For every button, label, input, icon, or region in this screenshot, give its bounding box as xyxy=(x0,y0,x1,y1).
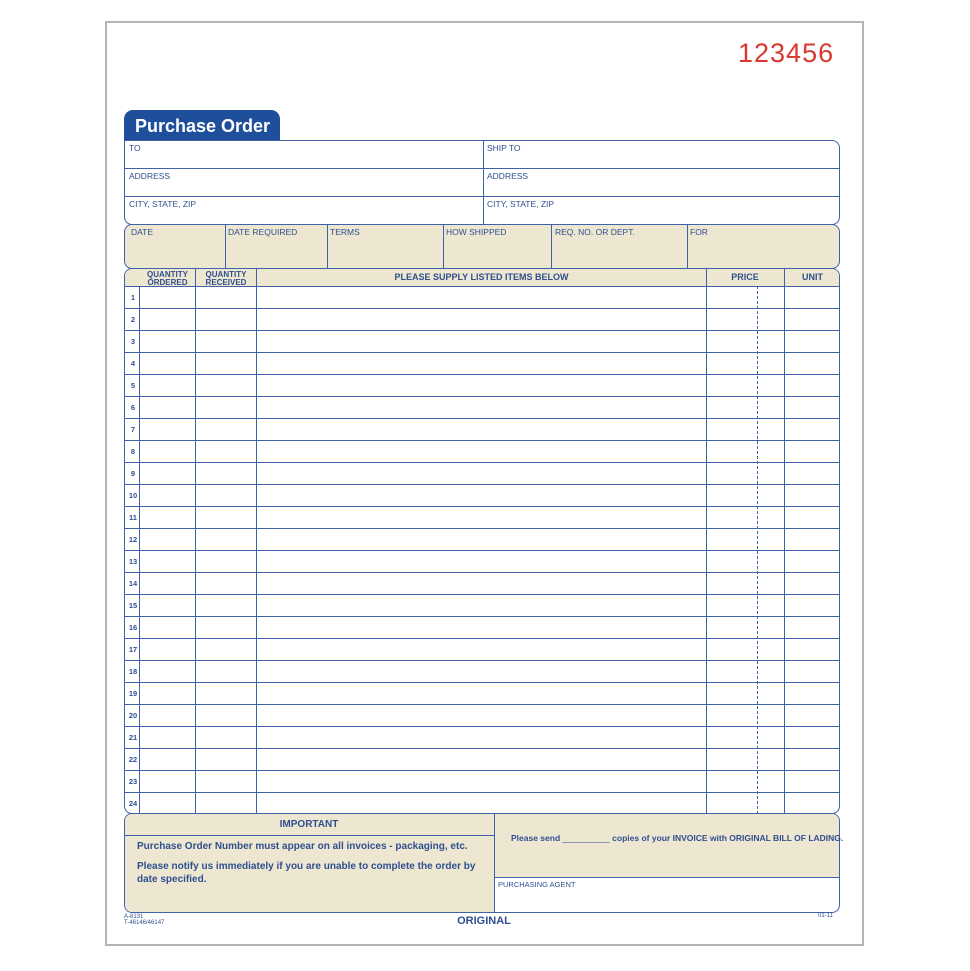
important-line-2: Please notify us immediately if you are unable to complete the order by date specified. xyxy=(137,861,476,885)
row-number: 2 xyxy=(130,315,136,324)
invoice-copies-blank[interactable]: __________ xyxy=(562,833,610,843)
row-number: 10 xyxy=(128,491,138,500)
quantity-received-header: QUANTITY RECEIVED xyxy=(205,270,247,287)
table-row[interactable] xyxy=(124,506,840,528)
table-row[interactable] xyxy=(124,374,840,396)
req-no-dept-field[interactable]: REQ. NO. OR DEPT. xyxy=(555,227,635,237)
table-row[interactable] xyxy=(124,308,840,330)
row-number: 7 xyxy=(130,425,136,434)
row-number: 14 xyxy=(128,579,138,588)
row-number: 24 xyxy=(128,799,138,808)
table-row[interactable] xyxy=(124,616,840,638)
table-row[interactable] xyxy=(124,638,840,660)
row-number: 1 xyxy=(130,293,136,302)
table-row[interactable] xyxy=(124,352,840,374)
form-code: A-8131 xyxy=(124,914,144,920)
row-number: 21 xyxy=(128,733,138,742)
info-divider xyxy=(687,224,688,269)
row-number: 23 xyxy=(128,777,138,786)
row-number: 12 xyxy=(128,535,138,544)
address-rule-2 xyxy=(124,196,840,197)
to-field[interactable]: TO xyxy=(129,143,141,153)
ship-city-state-zip-field[interactable]: CITY, STATE, ZIP xyxy=(487,199,555,209)
table-row[interactable] xyxy=(124,594,840,616)
row-number: 15 xyxy=(128,601,138,610)
address-field[interactable]: ADDRESS xyxy=(129,171,171,181)
row-number: 3 xyxy=(130,337,136,346)
table-row[interactable] xyxy=(124,418,840,440)
ship-address-field[interactable]: ADDRESS xyxy=(487,171,529,181)
row-number: 6 xyxy=(130,403,136,412)
table-row[interactable] xyxy=(124,484,840,506)
row-number: 18 xyxy=(128,667,138,676)
invoice-note xyxy=(511,833,844,843)
row-number: 8 xyxy=(130,447,136,456)
important-heading: IMPORTANT xyxy=(279,819,339,830)
agent-rule xyxy=(494,877,840,878)
info-divider xyxy=(327,224,328,269)
info-divider xyxy=(443,224,444,269)
address-divider xyxy=(483,140,484,225)
table-row[interactable] xyxy=(124,440,840,462)
table-row[interactable] xyxy=(124,462,840,484)
address-rule-1 xyxy=(124,168,840,169)
date-field[interactable]: DATE xyxy=(131,227,154,237)
table-row[interactable] xyxy=(124,748,840,770)
serial-number: 123456 xyxy=(738,38,835,68)
row-number: 20 xyxy=(128,711,138,720)
date-required-field[interactable]: DATE REQUIRED xyxy=(228,227,298,237)
table-row[interactable] xyxy=(124,660,840,682)
bottom-divider xyxy=(494,813,495,913)
row-number: 9 xyxy=(130,469,136,478)
row-number: 4 xyxy=(130,359,136,368)
row-number: 16 xyxy=(128,623,138,632)
row-number: 19 xyxy=(128,689,138,698)
row-number: 13 xyxy=(128,557,138,566)
important-rule xyxy=(124,835,494,836)
city-state-zip-field[interactable]: CITY, STATE, ZIP xyxy=(129,199,197,209)
table-row[interactable] xyxy=(124,528,840,550)
table-row[interactable] xyxy=(124,770,840,792)
table-row[interactable] xyxy=(124,550,840,572)
description-header: PLEASE SUPPLY LISTED ITEMS BELOW xyxy=(394,272,569,282)
address-block xyxy=(124,140,840,225)
info-divider xyxy=(225,224,226,269)
row-number: 22 xyxy=(128,755,138,764)
price-header: PRICE xyxy=(731,272,759,282)
table-row[interactable] xyxy=(124,682,840,704)
date-code: 01-11 xyxy=(818,913,833,919)
invoice-note-panel xyxy=(495,814,839,877)
purchasing-agent-field[interactable]: PURCHASING AGENT xyxy=(498,880,576,889)
row-number: 17 xyxy=(128,645,138,654)
for-field[interactable]: FOR xyxy=(690,227,708,237)
row-number: 5 xyxy=(130,381,136,390)
form-code-secondary: T-46146/46147 xyxy=(124,920,165,926)
ship-to-field[interactable]: SHIP TO xyxy=(487,143,521,153)
how-shipped-field[interactable]: HOW SHIPPED xyxy=(446,227,507,237)
table-row[interactable] xyxy=(124,704,840,726)
info-divider xyxy=(551,224,552,269)
quantity-ordered-header: QUANTITY ORDERED xyxy=(147,270,188,287)
terms-field[interactable]: TERMS xyxy=(330,227,360,237)
table-row[interactable] xyxy=(124,286,840,308)
table-row[interactable] xyxy=(124,330,840,352)
table-row[interactable] xyxy=(124,792,840,814)
form-title: Purchase Order xyxy=(124,110,280,140)
copy-label: ORIGINAL xyxy=(457,915,511,927)
table-row[interactable] xyxy=(124,572,840,594)
row-number: 11 xyxy=(129,513,137,522)
important-line-1: Purchase Order Number must appear on all invoices - packaging, etc. xyxy=(137,841,468,852)
invoice-note-after: copies of your INVOICE with ORIGINAL BILL OF LADING. xyxy=(612,833,844,843)
invoice-note-before: Please send xyxy=(511,833,561,843)
table-row[interactable] xyxy=(124,396,840,418)
table-row[interactable] xyxy=(124,726,840,748)
unit-header: UNIT xyxy=(802,272,823,282)
